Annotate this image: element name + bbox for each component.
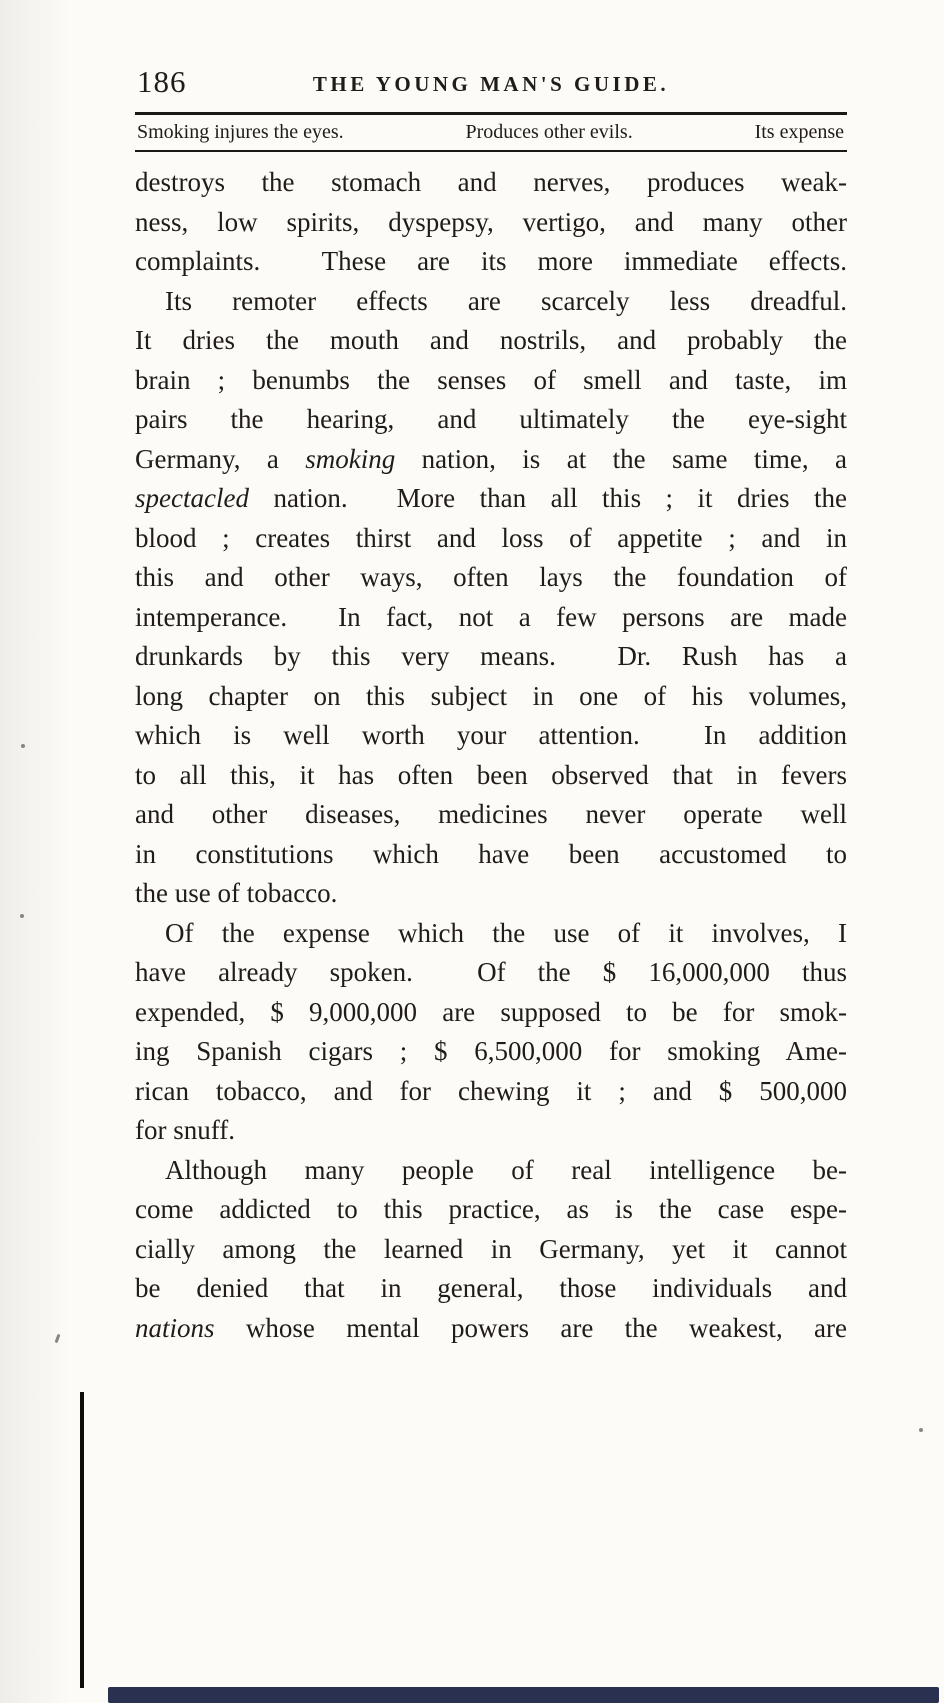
- text-line: intemperance. In fact, not a few persons are made: [135, 601, 847, 632]
- text-line: ing Spanish cigars ; $ 6,500,000 for smoking Ame-: [135, 1036, 847, 1066]
- text-line: pairs the hearing, and ultimately the eye-sight: [135, 404, 847, 434]
- text-line: brain ; benumbs the senses of smell and taste, im: [135, 364, 847, 395]
- text-line: ness, low spirits, dyspepsy, vertigo, and many other: [135, 206, 847, 237]
- page-header: [135, 64, 847, 112]
- text-line: and other diseases, medicines never operate well: [135, 799, 847, 829]
- text-line: to all this, it has often been observed that in fevers: [135, 759, 847, 790]
- guide-words-row: [135, 115, 847, 150]
- text-line: Of the expense which the use of it involves, I: [165, 917, 847, 948]
- page-body: [135, 163, 847, 1348]
- scan-spine-line: [80, 1392, 84, 1688]
- text-line: cially among the learned in Germany, yet it cannot: [135, 1233, 847, 1264]
- text-line: have already spoken. Of the $ 16,000,000 thus: [135, 957, 847, 987]
- text-line: which is well worth your attention. In addition: [135, 720, 847, 750]
- paragraph: [135, 914, 847, 1151]
- guide-word-left: Smoking injures the eyes.: [137, 121, 344, 143]
- text-line: Although many people of real intelligence be-: [165, 1154, 847, 1185]
- text-line: destroys the stomach and nerves, produces weak-: [135, 167, 847, 197]
- scan-speck: [919, 1428, 923, 1432]
- text-line: blood ; creates thirst and loss of appetite ; and in: [135, 522, 847, 553]
- paragraph: [135, 1151, 847, 1349]
- text-line: long chapter on this subject in one of his volumes,: [135, 680, 847, 711]
- guide-word-center: Produces other evils.: [465, 121, 633, 143]
- text-line: It dries the mouth and nostrils, and probably the: [135, 325, 847, 355]
- text-line: for snuff.: [135, 1115, 235, 1145]
- guide-word-right: Its expense: [754, 121, 844, 143]
- text-line: nations whose mental powers are the weakest, are: [135, 1312, 847, 1343]
- text-line: rican tobacco, and for chewing it ; and $ 500,000: [135, 1075, 847, 1106]
- text-line: spectacled nation. More than all this ; it dries the: [135, 483, 847, 513]
- paragraph: [135, 163, 847, 282]
- text-block: [135, 64, 847, 1348]
- text-line: come addicted to this practice, as is the case espe-: [135, 1194, 847, 1224]
- running-title: THE YOUNG MAN'S GUIDE.: [312, 72, 670, 96]
- scan-speck: [55, 1334, 61, 1343]
- paragraph: [135, 282, 847, 914]
- text-line: in constitutions which have been accustomed to: [135, 838, 847, 869]
- text-line: Germany, a smoking nation, is at the same time, a: [135, 443, 847, 474]
- scan-speck: [20, 914, 24, 918]
- text-line: this and other ways, often lays the foundation of: [135, 562, 847, 592]
- text-line: expended, $ 9,000,000 are supposed to be for smok-: [135, 996, 847, 1027]
- scan-bottom-bar: [108, 1687, 939, 1703]
- text-line: be denied that in general, those individuals and: [135, 1273, 847, 1303]
- text-line: complaints. These are its more immediate effects.: [135, 246, 847, 276]
- page-number: 186: [137, 64, 187, 99]
- text-line: Its remoter effects are scarcely less dreadful.: [165, 285, 847, 316]
- header-rule-bottom: [135, 150, 847, 152]
- scan-speck: [21, 744, 25, 748]
- text-line: drunkards by this very means. Dr. Rush has a: [135, 641, 847, 671]
- text-line: the use of tobacco.: [135, 878, 338, 908]
